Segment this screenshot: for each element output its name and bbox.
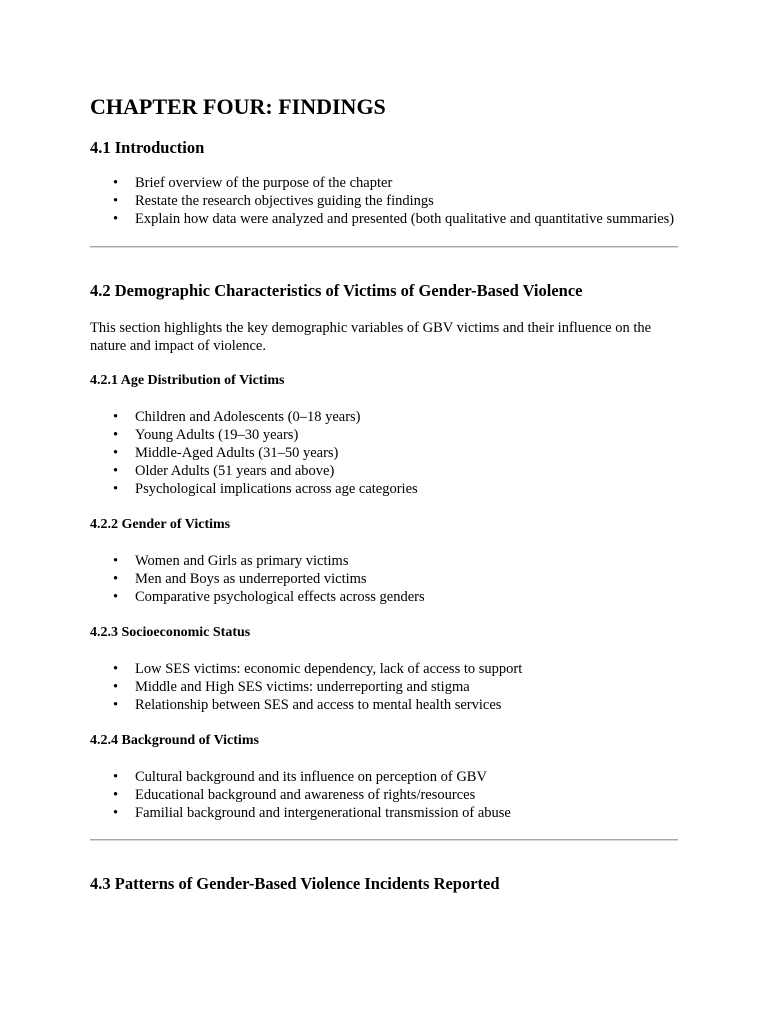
list-item: • Older Adults (51 years and above) (135, 462, 678, 480)
background-list (90, 768, 678, 822)
list-item: • Brief overview of the purpose of the chapter (135, 174, 678, 192)
list-item: • Children and Adolescents (0–18 years) (135, 408, 678, 426)
list-item: • Men and Boys as underreported victims (135, 570, 678, 588)
subsection-heading-4-2-1: 4.2.1 Age Distribution of Victims (90, 373, 285, 388)
gender-list (90, 552, 678, 606)
list-item: • Middle and High SES victims: underreporting and stigma (135, 678, 678, 696)
list-item: • Educational background and awareness of rights/resources (135, 786, 678, 804)
list-item: • Low SES victims: economic dependency, lack of access to support (135, 660, 678, 678)
list-item: • Comparative psychological effects across genders (135, 588, 678, 606)
age-distribution-list (90, 408, 678, 498)
list-item: • Explain how data were analyzed and presented (both qualitative and quantitative summaries) (135, 210, 678, 228)
horizontal-rule (90, 839, 678, 841)
section-heading-4-1: 4.1 Introduction (90, 138, 205, 157)
list-item: • Restate the research objectives guiding the findings (135, 192, 678, 210)
subsection-heading-4-2-4: 4.2.4 Background of Victims (90, 733, 259, 748)
document-content (90, 93, 678, 895)
section-heading-4-2: 4.2 Demographic Characteristics of Victims of Gender-Based Violence (90, 281, 583, 300)
list-item: • Psychological implications across age categories (135, 480, 678, 498)
list-item: • Relationship between SES and access to mental health services (135, 696, 678, 714)
subsection-heading-4-2-3: 4.2.3 Socioeconomic Status (90, 625, 251, 640)
subsection-heading-4-2-2: 4.2.2 Gender of Victims (90, 517, 231, 532)
section-intro-paragraph: This section highlights the key demographic variables of GBV victims and their influence on the nature and impact of violence. (90, 320, 652, 354)
section-heading-4-3: 4.3 Patterns of Gender-Based Violence Incidents Reported (90, 874, 500, 893)
list-item: • Women and Girls as primary victims (135, 552, 678, 570)
intro-bullet-list (90, 174, 678, 228)
chapter-title: CHAPTER FOUR: FINDINGS (90, 94, 386, 119)
list-item: • Cultural background and its influence on perception of GBV (135, 768, 678, 786)
list-item: • Middle-Aged Adults (31–50 years) (135, 444, 678, 462)
list-item: • Familial background and intergenerational transmission of abuse (135, 804, 678, 822)
horizontal-rule (90, 246, 678, 248)
socioeconomic-list (90, 660, 678, 714)
list-item: • Young Adults (19–30 years) (135, 426, 678, 444)
